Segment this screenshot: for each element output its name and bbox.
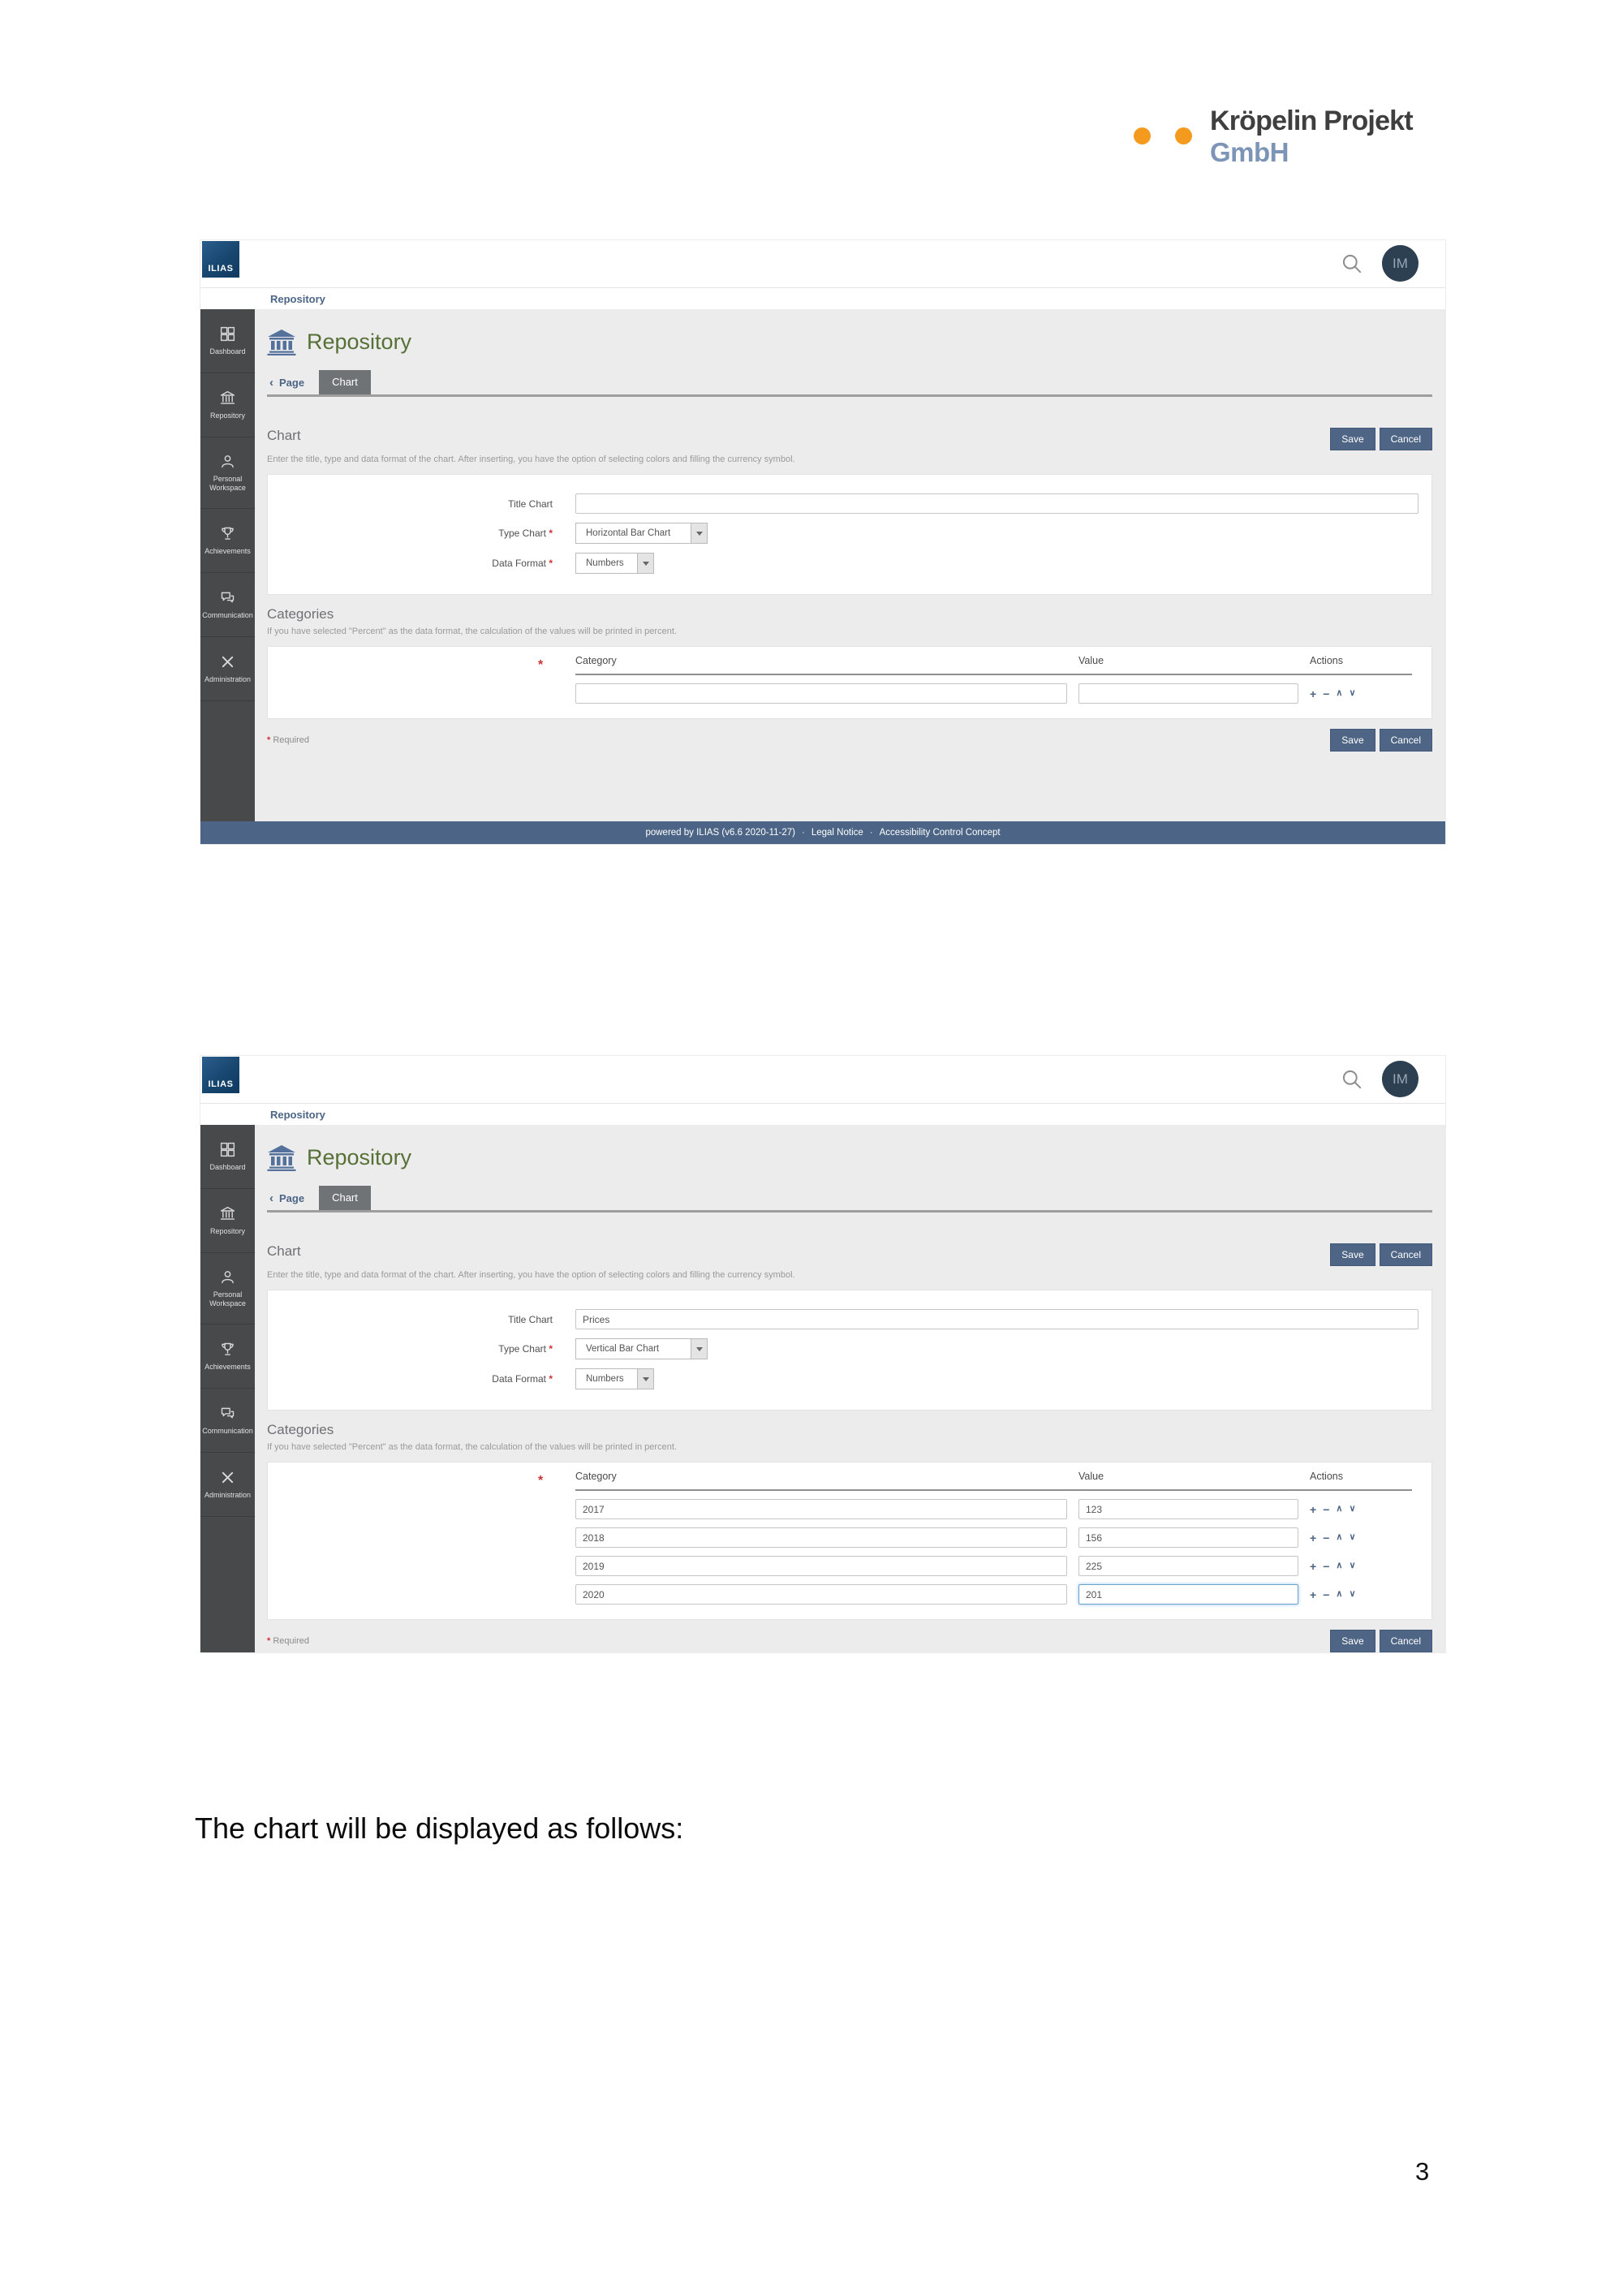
- sidebar-item-achievements[interactable]: Achievements: [200, 509, 255, 573]
- move-down-icon[interactable]: ∨: [1349, 1561, 1356, 1570]
- remove-row-icon[interactable]: −: [1323, 1587, 1330, 1601]
- category-input[interactable]: [575, 683, 1067, 704]
- tab-page[interactable]: ‹ Page: [269, 376, 305, 390]
- dashboard-icon: [219, 325, 236, 342]
- legal-notice-link[interactable]: Legal Notice: [811, 828, 863, 838]
- add-row-icon[interactable]: +: [1310, 687, 1317, 700]
- company-logo: [1210, 107, 1413, 166]
- remove-row-icon[interactable]: −: [1323, 1559, 1330, 1573]
- dashboard-icon: [219, 1141, 236, 1158]
- move-up-icon[interactable]: ∧: [1336, 1504, 1343, 1514]
- type-chart-select[interactable]: Horizontal Bar Chart: [575, 523, 708, 544]
- remove-row-icon[interactable]: −: [1323, 687, 1330, 700]
- move-down-icon[interactable]: ∨: [1349, 1504, 1356, 1514]
- move-down-icon[interactable]: ∨: [1349, 1532, 1356, 1542]
- move-up-icon[interactable]: ∧: [1336, 688, 1343, 698]
- data-format-select[interactable]: Numbers: [575, 1368, 654, 1389]
- categories-section-description: If you have selected "Percent" as the data format, the calculation of the values will be printed in percent.: [267, 627, 677, 636]
- search-icon[interactable]: [1340, 252, 1363, 275]
- table-row: [575, 1499, 1412, 1519]
- type-chart-label: Type Chart *: [498, 528, 553, 539]
- top-bar: [200, 240, 1445, 288]
- value-input[interactable]: [1078, 1556, 1298, 1576]
- title-chart-label: Title Chart: [508, 1313, 553, 1325]
- required-asterisk: *: [549, 1343, 553, 1355]
- repository-bank-icon: [267, 1144, 296, 1171]
- repository-icon: [219, 390, 236, 407]
- add-row-icon[interactable]: +: [1310, 1587, 1317, 1601]
- sidebar-item-communication[interactable]: Communication: [200, 1389, 255, 1453]
- required-note: * Required: [267, 735, 309, 745]
- powered-by-text: powered by ILIAS (v6.6 2020-11-27): [645, 828, 795, 838]
- search-icon[interactable]: [1340, 1068, 1363, 1091]
- dropdown-arrow-icon: [637, 1369, 653, 1389]
- breadcrumb-repository-link[interactable]: Repository: [270, 1108, 325, 1121]
- ilias-screenshot-2: [200, 1055, 1446, 1653]
- title-chart-label: Title Chart: [508, 498, 553, 510]
- save-button[interactable]: Save: [1330, 1630, 1375, 1652]
- move-down-icon[interactable]: ∨: [1349, 1589, 1356, 1599]
- sidebar-item-dashboard[interactable]: Dashboard: [200, 309, 255, 373]
- value-column-header: Value: [1078, 655, 1104, 666]
- avatar[interactable]: IM: [1382, 245, 1419, 282]
- move-up-icon[interactable]: ∧: [1336, 1589, 1343, 1599]
- actions-column-header: Actions: [1310, 1471, 1343, 1482]
- trophy-icon: [219, 525, 236, 542]
- tab-chart[interactable]: Chart: [319, 1186, 371, 1210]
- save-button[interactable]: Save: [1330, 428, 1375, 450]
- chart-section-description: Enter the title, type and data format of the chart. After inserting, you have the option of selecting colors and filling the currency symbol.: [267, 1270, 795, 1280]
- page-title: Repository: [307, 1145, 412, 1170]
- category-input[interactable]: [575, 1584, 1067, 1605]
- breadcrumb-repository-link[interactable]: Repository: [270, 292, 325, 305]
- crossed-tools-icon: [219, 1469, 236, 1486]
- main-sidebar: [200, 1125, 255, 1652]
- tab-bar: [267, 370, 1432, 397]
- type-chart-label: Type Chart *: [498, 1343, 553, 1355]
- value-input[interactable]: [1078, 1499, 1298, 1519]
- add-row-icon[interactable]: +: [1310, 1502, 1317, 1516]
- table-row: [575, 1556, 1412, 1576]
- accessibility-link[interactable]: Accessibility Control Concept: [879, 828, 1001, 838]
- tab-chart[interactable]: Chart: [319, 370, 371, 394]
- chevron-left-icon: ‹: [269, 376, 273, 390]
- data-format-label: Data Format *: [492, 558, 553, 569]
- ilias-footer: powered by ILIAS (v6.6 2020-11-27) · Legal Notice · Accessibility Control Concept: [200, 821, 1445, 844]
- type-chart-select[interactable]: Vertical Bar Chart: [575, 1338, 708, 1359]
- logo-dot-icon: [1175, 127, 1192, 144]
- logo-dot-icon: [1134, 127, 1151, 144]
- caption-text: The chart will be displayed as follows:: [195, 1811, 684, 1845]
- page-number: 3: [1415, 2157, 1430, 2186]
- tab-bar: [267, 1186, 1432, 1213]
- ilias-logo[interactable]: ILIAS: [202, 241, 239, 278]
- remove-row-icon[interactable]: −: [1323, 1531, 1330, 1544]
- chart-form-panel: [267, 1290, 1432, 1411]
- categories-panel: [267, 1462, 1432, 1620]
- chevron-left-icon: ‹: [269, 1191, 273, 1205]
- categories-table-header: [575, 1471, 1412, 1491]
- main-content: [255, 309, 1445, 821]
- main-sidebar: [200, 309, 255, 821]
- repository-icon: [219, 1205, 236, 1222]
- dropdown-arrow-icon: [637, 554, 653, 573]
- sidebar-item-administration[interactable]: Administration: [200, 1453, 255, 1517]
- chart-section-heading: Chart: [267, 1243, 301, 1259]
- data-format-select[interactable]: Numbers: [575, 553, 654, 574]
- table-row: [575, 1584, 1412, 1605]
- company-suffix: GmbH: [1210, 136, 1289, 167]
- repository-bank-icon: [267, 329, 296, 355]
- required-asterisk: *: [549, 1373, 553, 1385]
- sidebar-item-repository[interactable]: Repository: [200, 1189, 255, 1253]
- sidebar-item-personal-workspace[interactable]: Personal Workspace: [200, 437, 255, 509]
- person-icon: [219, 1269, 236, 1286]
- required-asterisk: *: [538, 658, 544, 672]
- top-bar: [200, 1056, 1445, 1104]
- chat-bubbles-icon: [219, 1405, 236, 1422]
- chart-section-heading: Chart: [267, 428, 301, 443]
- value-input-focused[interactable]: [1078, 1584, 1298, 1605]
- breadcrumb: [200, 1104, 1445, 1125]
- add-row-icon[interactable]: +: [1310, 1531, 1317, 1544]
- page-title-block: [267, 1144, 1432, 1171]
- crossed-tools-icon: [219, 653, 236, 670]
- category-column-header: Category: [575, 1471, 617, 1482]
- dropdown-arrow-icon: [691, 523, 707, 543]
- sidebar-item-administration[interactable]: Administration: [200, 637, 255, 701]
- categories-section-heading: Categories: [267, 1422, 334, 1437]
- breadcrumb: [200, 288, 1445, 309]
- chart-form-panel: [267, 474, 1432, 595]
- person-icon: [219, 453, 236, 470]
- cancel-button[interactable]: Cancel: [1380, 428, 1432, 450]
- tab-page[interactable]: ‹ Page: [269, 1191, 305, 1205]
- category-column-header: Category: [575, 655, 617, 666]
- page-title-block: [267, 329, 1432, 355]
- chat-bubbles-icon: [219, 589, 236, 606]
- required-asterisk: *: [538, 1474, 544, 1488]
- main-content: [255, 1125, 1445, 1652]
- required-note: * Required: [267, 1636, 309, 1646]
- categories-table-header: [575, 655, 1412, 675]
- sidebar-item-achievements[interactable]: Achievements: [200, 1325, 255, 1389]
- dropdown-arrow-icon: [691, 1339, 707, 1359]
- cancel-button[interactable]: Cancel: [1380, 1243, 1432, 1266]
- add-row-icon[interactable]: +: [1310, 1559, 1317, 1573]
- sidebar-item-communication[interactable]: Communication: [200, 573, 255, 637]
- table-row: [575, 683, 1412, 704]
- required-asterisk: *: [549, 528, 553, 539]
- actions-column-header: Actions: [1310, 655, 1343, 666]
- category-input[interactable]: [575, 1499, 1067, 1519]
- title-chart-input[interactable]: [575, 493, 1419, 514]
- avatar[interactable]: IM: [1382, 1061, 1419, 1097]
- page-title: Repository: [307, 330, 412, 354]
- required-asterisk: *: [549, 558, 553, 569]
- company-name: Kröpelin Projekt: [1210, 106, 1413, 136]
- categories-section-description: If you have selected "Percent" as the data format, the calculation of the values will be printed in percent.: [267, 1442, 677, 1452]
- table-row: [575, 1527, 1412, 1548]
- chart-section-description: Enter the title, type and data format of the chart. After inserting, you have the option of selecting colors and filling the currency symbol.: [267, 454, 795, 464]
- move-up-icon[interactable]: ∧: [1336, 1561, 1343, 1570]
- category-input[interactable]: [575, 1556, 1067, 1576]
- title-chart-input[interactable]: [575, 1309, 1419, 1329]
- sidebar-item-personal-workspace[interactable]: Personal Workspace: [200, 1253, 255, 1325]
- save-button[interactable]: Save: [1330, 729, 1375, 752]
- remove-row-icon[interactable]: −: [1323, 1502, 1330, 1516]
- trophy-icon: [219, 1341, 236, 1358]
- category-input[interactable]: [575, 1527, 1067, 1548]
- value-input[interactable]: [1078, 683, 1298, 704]
- ilias-screenshot-1: [200, 239, 1446, 845]
- move-down-icon[interactable]: ∨: [1349, 688, 1356, 698]
- sidebar-item-dashboard[interactable]: Dashboard: [200, 1125, 255, 1189]
- ilias-logo[interactable]: ILIAS: [202, 1057, 239, 1093]
- categories-panel: [267, 646, 1432, 719]
- cancel-button[interactable]: Cancel: [1380, 729, 1432, 752]
- data-format-label: Data Format *: [492, 1373, 553, 1385]
- sidebar-item-repository[interactable]: Repository: [200, 373, 255, 437]
- categories-section-heading: Categories: [267, 606, 334, 622]
- cancel-button[interactable]: Cancel: [1380, 1630, 1432, 1652]
- move-up-icon[interactable]: ∧: [1336, 1532, 1343, 1542]
- value-input[interactable]: [1078, 1527, 1298, 1548]
- value-column-header: Value: [1078, 1471, 1104, 1482]
- save-button[interactable]: Save: [1330, 1243, 1375, 1266]
